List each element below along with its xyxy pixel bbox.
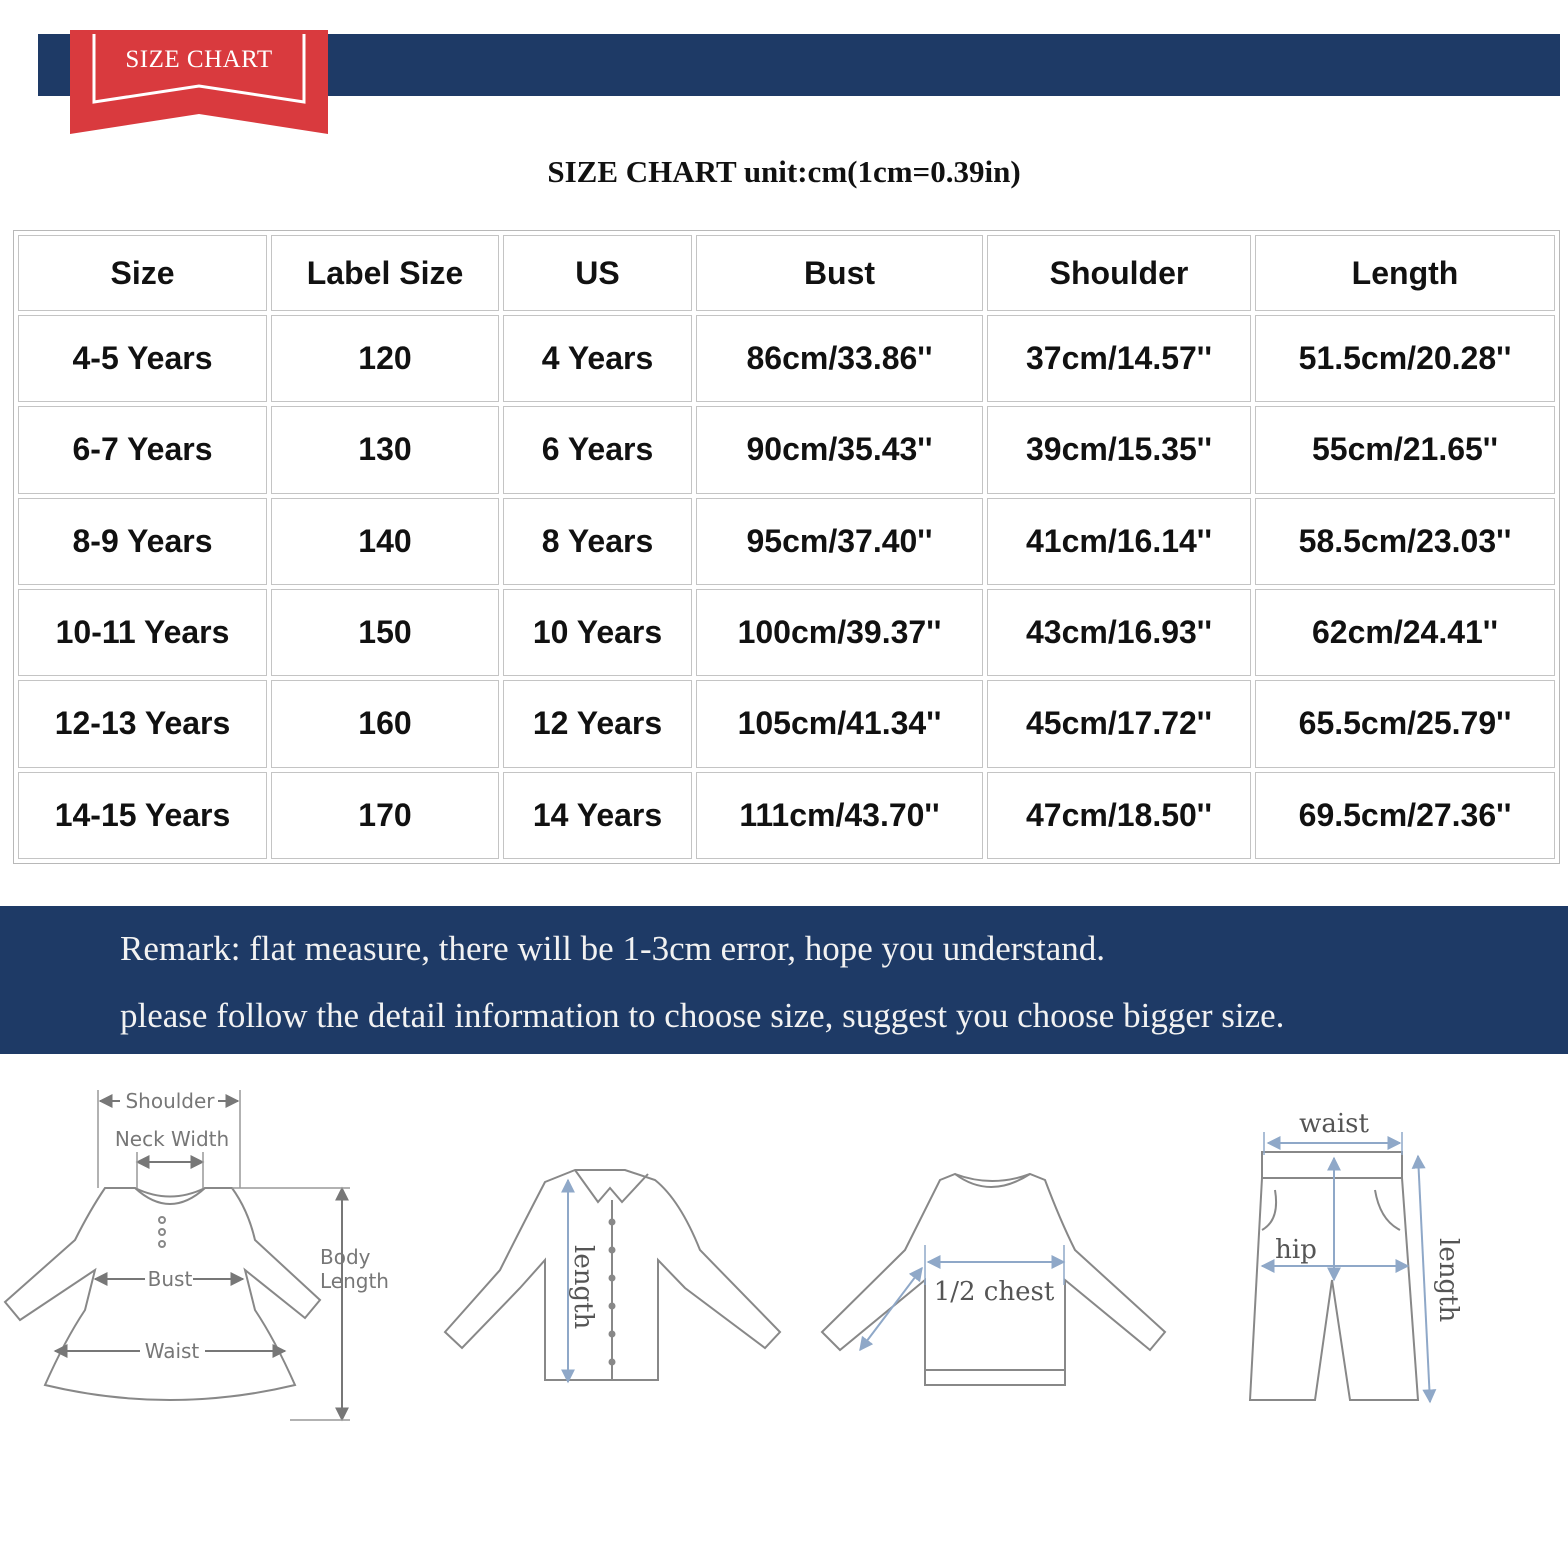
pants-hip-label: hip [1275,1235,1317,1265]
remark-line-1: Remark: flat measure, there will be 1-3cm error, hope you understand. [120,929,1106,968]
table-cell: 58.5cm/23.03'' [1255,498,1555,585]
dress-length-label: Length [320,1269,389,1293]
table-cell: 43cm/16.93'' [987,589,1251,676]
table-cell: 14-15 Years [18,772,267,859]
table-cell: 6-7 Years [18,406,267,493]
dress-waist-label: Waist [144,1339,200,1363]
table-cell: 140 [271,498,499,585]
pants-diagram [1250,1132,1430,1402]
table-cell: 150 [271,589,499,676]
table-cell: 51.5cm/20.28'' [1255,315,1555,402]
dress-body-label: Body [320,1245,371,1269]
pants-waist-label: waist [1299,1109,1369,1139]
table-row [18,680,1555,767]
column-header: Size [18,235,267,311]
pants-length-label: length [1433,1238,1463,1323]
column-header: Shoulder [987,235,1251,311]
table-row [18,498,1555,585]
table-cell: 95cm/37.40'' [696,498,983,585]
table-cell: 47cm/18.50'' [987,772,1251,859]
table-cell: 62cm/24.41'' [1255,589,1555,676]
table-cell: 111cm/43.70'' [696,772,983,859]
table-header-row [18,235,1555,311]
sweater-chest-label: 1/2 chest [933,1277,1055,1307]
table-cell: 8-9 Years [18,498,267,585]
dress-neck-width-label: Neck Width [114,1127,230,1151]
shirt-length-label: length [568,1245,598,1330]
table-cell: 55cm/21.65'' [1255,406,1555,493]
table-cell: 10-11 Years [18,589,267,676]
table-cell: 130 [271,406,499,493]
table-cell: 10 Years [503,589,692,676]
table-cell: 120 [271,315,499,402]
table-cell: 39cm/15.35'' [987,406,1251,493]
table-row [18,589,1555,676]
column-header: Bust [696,235,983,311]
ribbon-label: SIZE CHART [125,46,273,73]
chart-title: SIZE CHART unit:cm(1cm=0.39in) [547,154,1021,189]
table-cell: 105cm/41.34'' [696,680,983,767]
table-cell: 160 [271,680,499,767]
table-row [18,406,1555,493]
table-cell: 4-5 Years [18,315,267,402]
shirt-diagram [445,1170,780,1382]
table-cell: 8 Years [503,498,692,585]
table-cell: 14 Years [503,772,692,859]
table-cell: 12-13 Years [18,680,267,767]
remark-line-2: please follow the detail information to choose size, suggest you choose bigger size. [120,996,1285,1035]
table-row [18,772,1555,859]
measurement-diagrams [0,1070,1568,1490]
table-cell: 170 [271,772,499,859]
table-cell: 69.5cm/27.36'' [1255,772,1555,859]
table-cell: 100cm/39.37'' [696,589,983,676]
column-header: US [503,235,692,311]
size-table [13,230,1560,864]
table-cell: 90cm/35.43'' [696,406,983,493]
table-cell: 45cm/17.72'' [987,680,1251,767]
table-cell: 41cm/16.14'' [987,498,1251,585]
table-cell: 4 Years [503,315,692,402]
column-header: Label Size [271,235,499,311]
table-cell: 65.5cm/25.79'' [1255,680,1555,767]
column-header: Length [1255,235,1555,311]
dress-shoulder-label: Shoulder [125,1089,215,1113]
table-cell: 12 Years [503,680,692,767]
table-cell: 6 Years [503,406,692,493]
table-row [18,315,1555,402]
dress-bust-label: Bust [147,1267,193,1291]
table-cell: 37cm/14.57'' [987,315,1251,402]
table-cell: 86cm/33.86'' [696,315,983,402]
